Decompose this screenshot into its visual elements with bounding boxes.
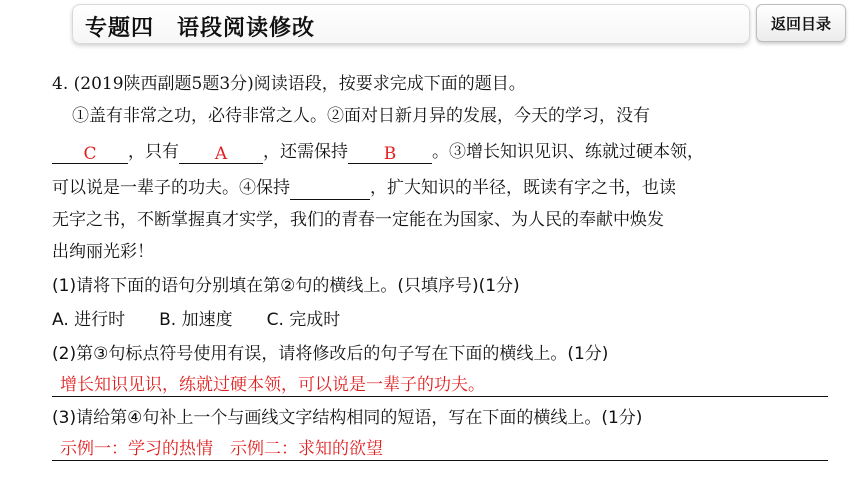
sub-question-3-answer: 示例一：学习的热情 示例二：求知的欲望 <box>60 439 383 459</box>
passage-text: 。③增长知识见识、练就过硬本领， <box>432 142 704 162</box>
blank-1-answer: C <box>52 142 128 164</box>
passage-text: ，只有 <box>128 142 179 162</box>
sub-question-2-answer: 增长知识见识，练就过硬本领，可以说是一辈子的功夫。 <box>60 375 485 395</box>
blank-4 <box>290 178 370 200</box>
answer-line-3 <box>52 432 828 461</box>
title-box <box>72 4 750 44</box>
back-to-contents-button[interactable]: 返回目录 <box>756 4 846 42</box>
question-intro: 4. (2019陕西副题5题3分)阅读语段，按要求完成下面的题目。 <box>52 74 526 94</box>
header-bar <box>0 0 860 50</box>
sub-question-3-prompt: (3)请给第④句补上一个与画线文字结构相同的短语，写在下面的横线上。(1分) <box>52 408 643 428</box>
blank-3-answer: B <box>348 142 432 164</box>
passage-line-2 <box>52 140 704 164</box>
passage-line-1: ①盖有非常之功，必待非常之人。②面对日新月异的发展，今天的学习，没有 <box>72 106 650 126</box>
answer-line-2 <box>52 368 828 397</box>
passage-text: ，扩大知识的半径，既读有字之书，也读 <box>370 178 676 198</box>
page-title: 专题四 语段阅读修改 <box>85 16 316 41</box>
passage-line-4: 无字之书，不断掌握真才实学，我们的青春一定能在为国家、为人民的奉献中焕发 <box>52 210 664 230</box>
blank-2-answer: A <box>179 142 263 164</box>
passage-text: 可以说是一辈子的功夫。④保持 <box>52 178 290 198</box>
passage-line-3 <box>52 176 676 200</box>
passage-line-5: 出绚丽光彩！ <box>52 242 154 262</box>
sub-question-1-options: A. 进行时 B. 加速度 C. 完成时 <box>52 310 341 330</box>
passage-text: ，还需保持 <box>263 142 348 162</box>
sub-question-2-prompt: (2)第③句标点符号使用有误，请将修改后的句子写在下面的横线上。(1分) <box>52 344 609 364</box>
sub-question-1-prompt: (1)请将下面的语句分别填在第②句的横线上。(只填序号)(1分) <box>52 276 520 296</box>
